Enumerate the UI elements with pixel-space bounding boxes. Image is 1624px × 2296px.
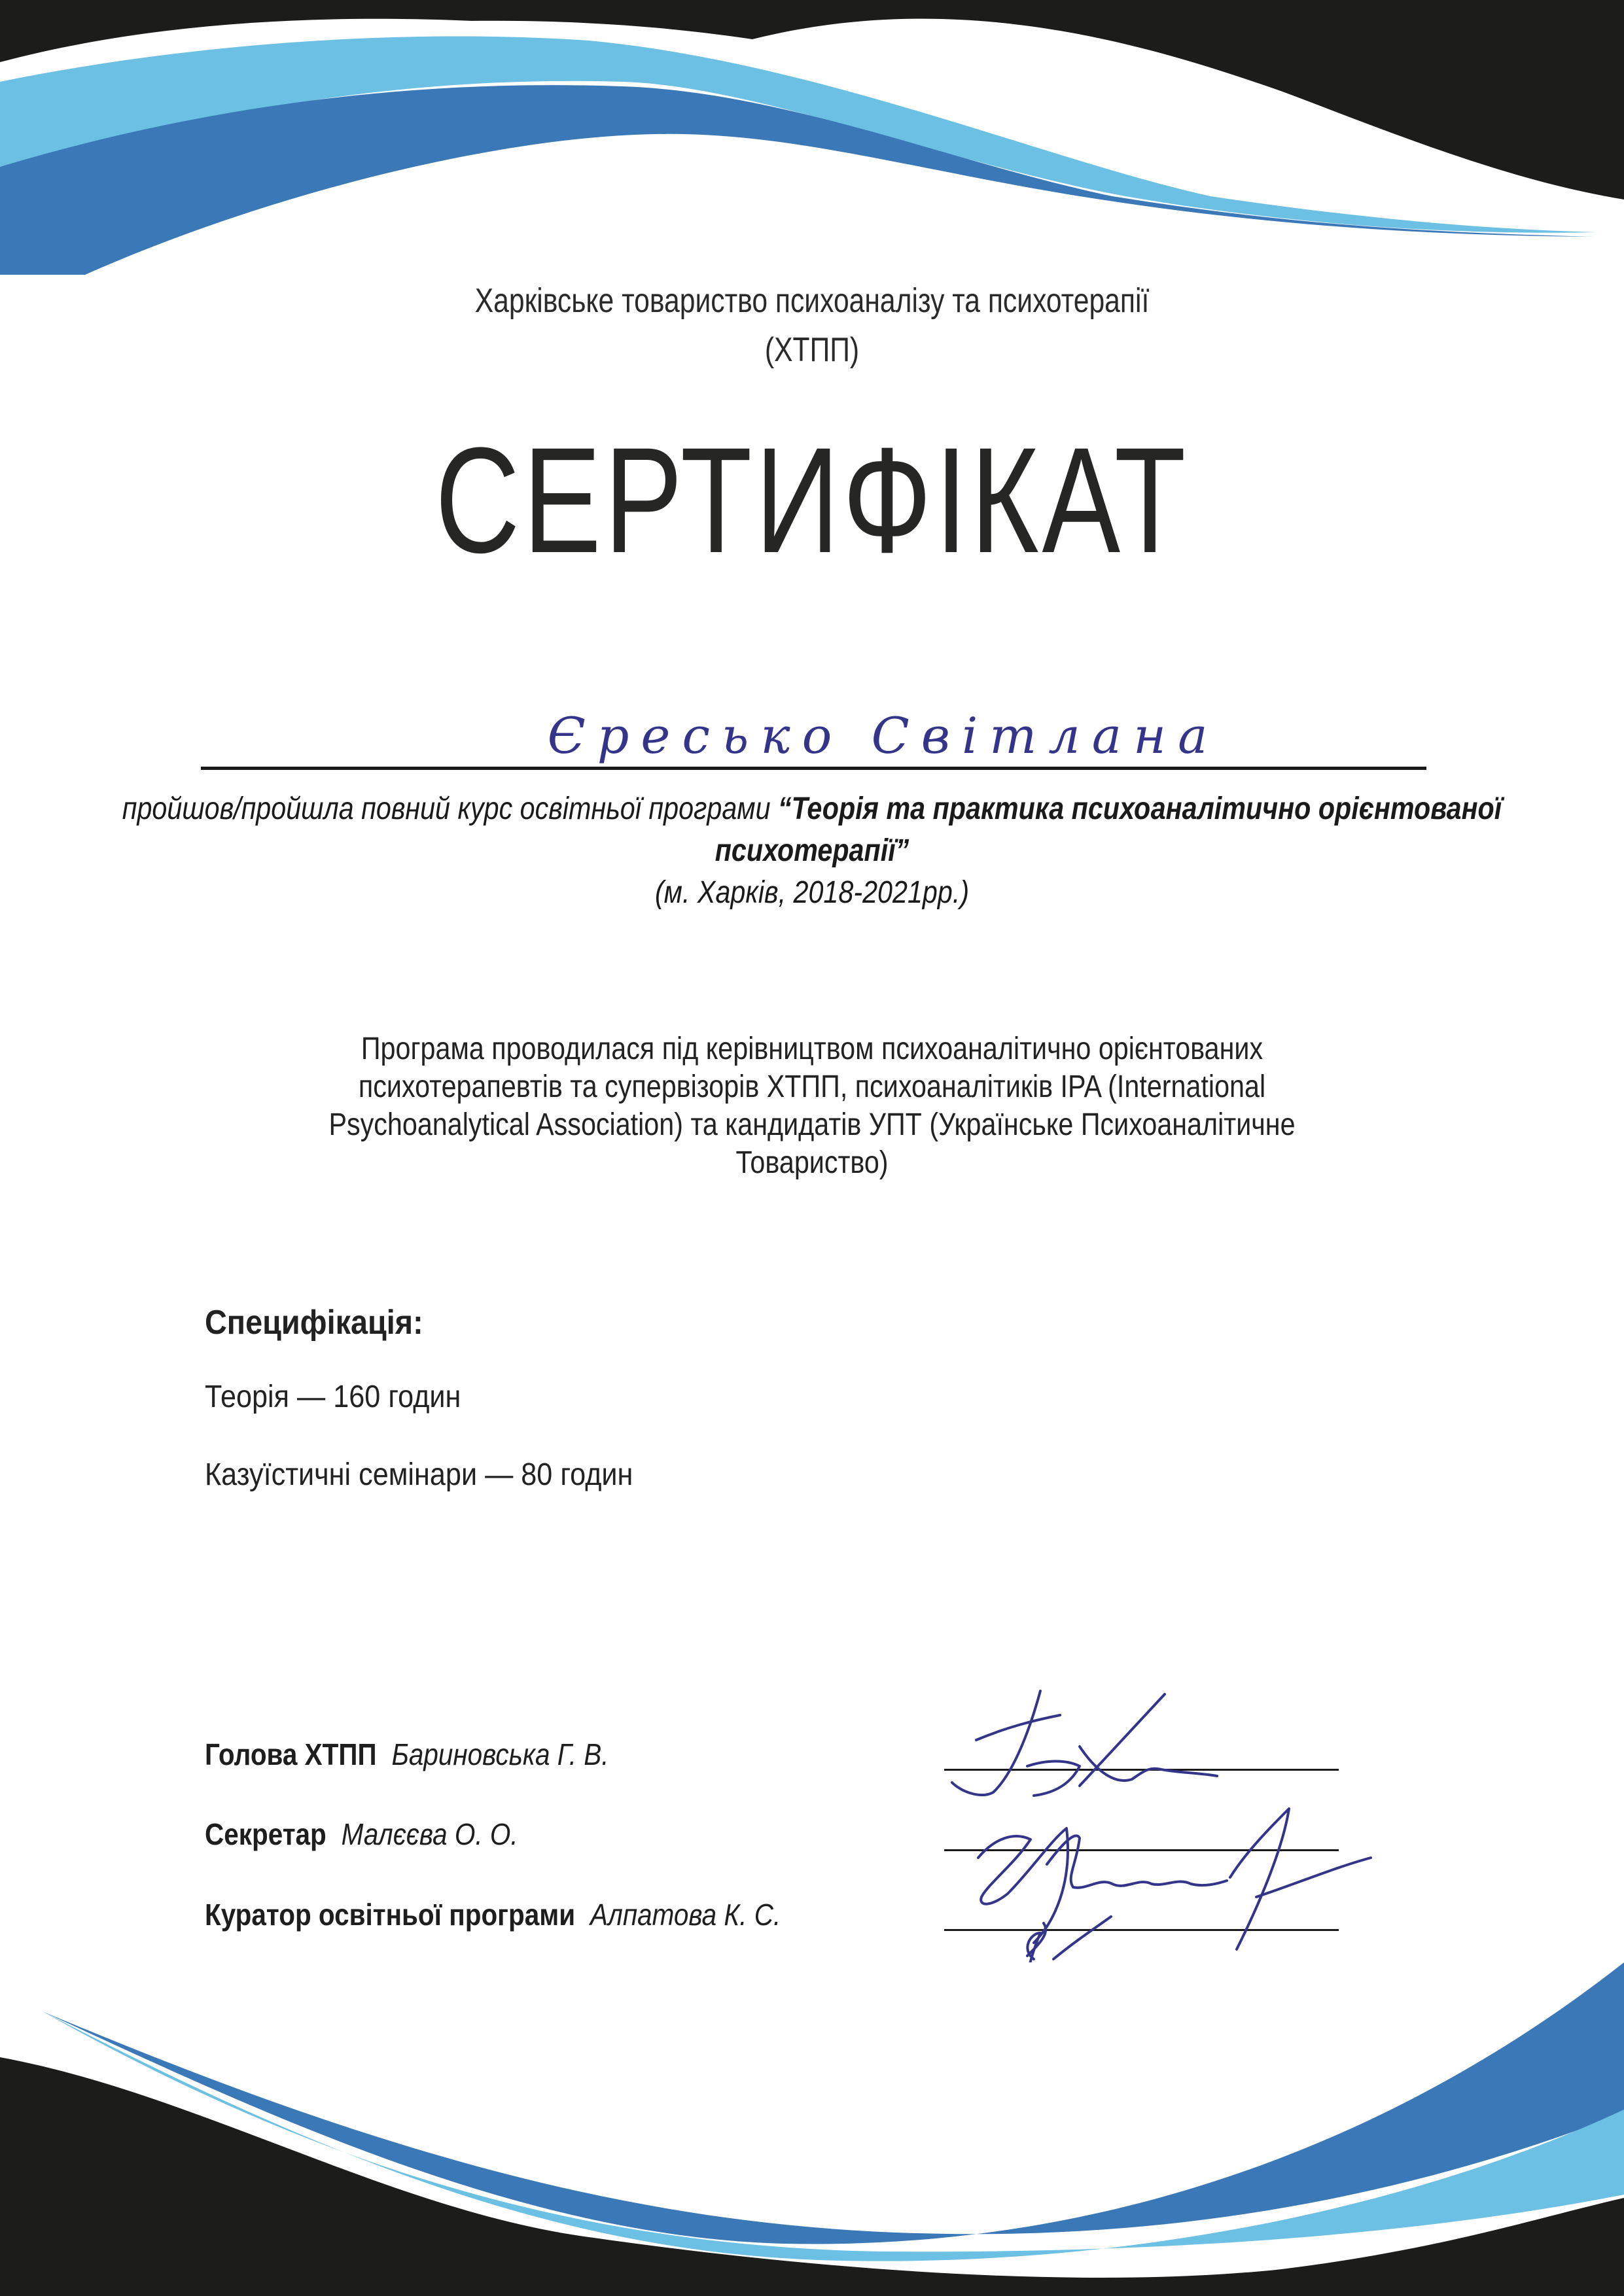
signature-head-stroke xyxy=(952,1691,1217,1796)
organization-name: Харківське товариство психоаналізу та психотерапії xyxy=(474,282,1150,320)
certificate-title: СЕРТИФІКАТ xyxy=(434,416,1190,584)
signatory-name: Бариновська Г. В. xyxy=(391,1737,609,1771)
bottom-dark-band xyxy=(0,2057,1624,2296)
specification-item-theory: Теорія — 160 годин xyxy=(205,1380,461,1414)
top-wave-decoration xyxy=(0,0,1624,275)
signatory-role: Секретар xyxy=(205,1817,327,1851)
signatory-role: Голова ХТПП xyxy=(205,1737,377,1771)
top-dark-blue-wave xyxy=(0,85,1597,275)
organization-abbreviation: (ХТПП) xyxy=(764,331,860,369)
bottom-dark-blue-wave xyxy=(43,1962,1624,2244)
recipient-name: Єресько Світлана xyxy=(547,706,1220,765)
signatory-role: Куратор освітньої програми xyxy=(205,1898,576,1932)
specification-item-seminars: Казуїстичні семінари — 80 годин xyxy=(205,1457,633,1492)
course-lead-text: пройшов/пройшла повний курс освітньої програми xyxy=(122,791,779,826)
signatory-secretary xyxy=(205,1817,518,1852)
course-statement xyxy=(0,788,1624,914)
program-description xyxy=(0,1030,1624,1182)
signatory-head xyxy=(205,1737,609,1772)
handwritten-signatures xyxy=(916,1668,1374,1962)
bottom-wave-decoration xyxy=(0,1962,1624,2296)
program-description-text: Програма проводилася під керівництвом психоаналітично орієнтованих психотерапевтів та супервізорів ХТПП, психоаналітиків IPA (International Psychoanalytical Association) та кандидатів УПТ (Українське Психоаналітичне Товариство) xyxy=(328,1032,1296,1180)
signatory-name: Алпатова К. С. xyxy=(590,1898,781,1932)
top-light-blue-wave xyxy=(0,37,1597,233)
recipient-name-line xyxy=(201,767,1426,770)
bottom-light-blue-wave xyxy=(43,2011,1624,2261)
top-dark-band xyxy=(0,0,1624,200)
signature-secretary-stroke xyxy=(978,1809,1371,1949)
signature-curator-stroke xyxy=(1024,1917,1111,1962)
signatory-curator xyxy=(205,1897,781,1932)
course-place-dates: (м. Харків, 2018-2021рр.) xyxy=(654,875,970,910)
top-white-gap xyxy=(0,19,1597,239)
signatory-name: Малєєва О. О. xyxy=(341,1817,518,1851)
program-name: “Теорія та практика психоаналітично орієнтованої психотерапії” xyxy=(715,791,1502,868)
specification-title: Специфікація: xyxy=(205,1304,423,1342)
